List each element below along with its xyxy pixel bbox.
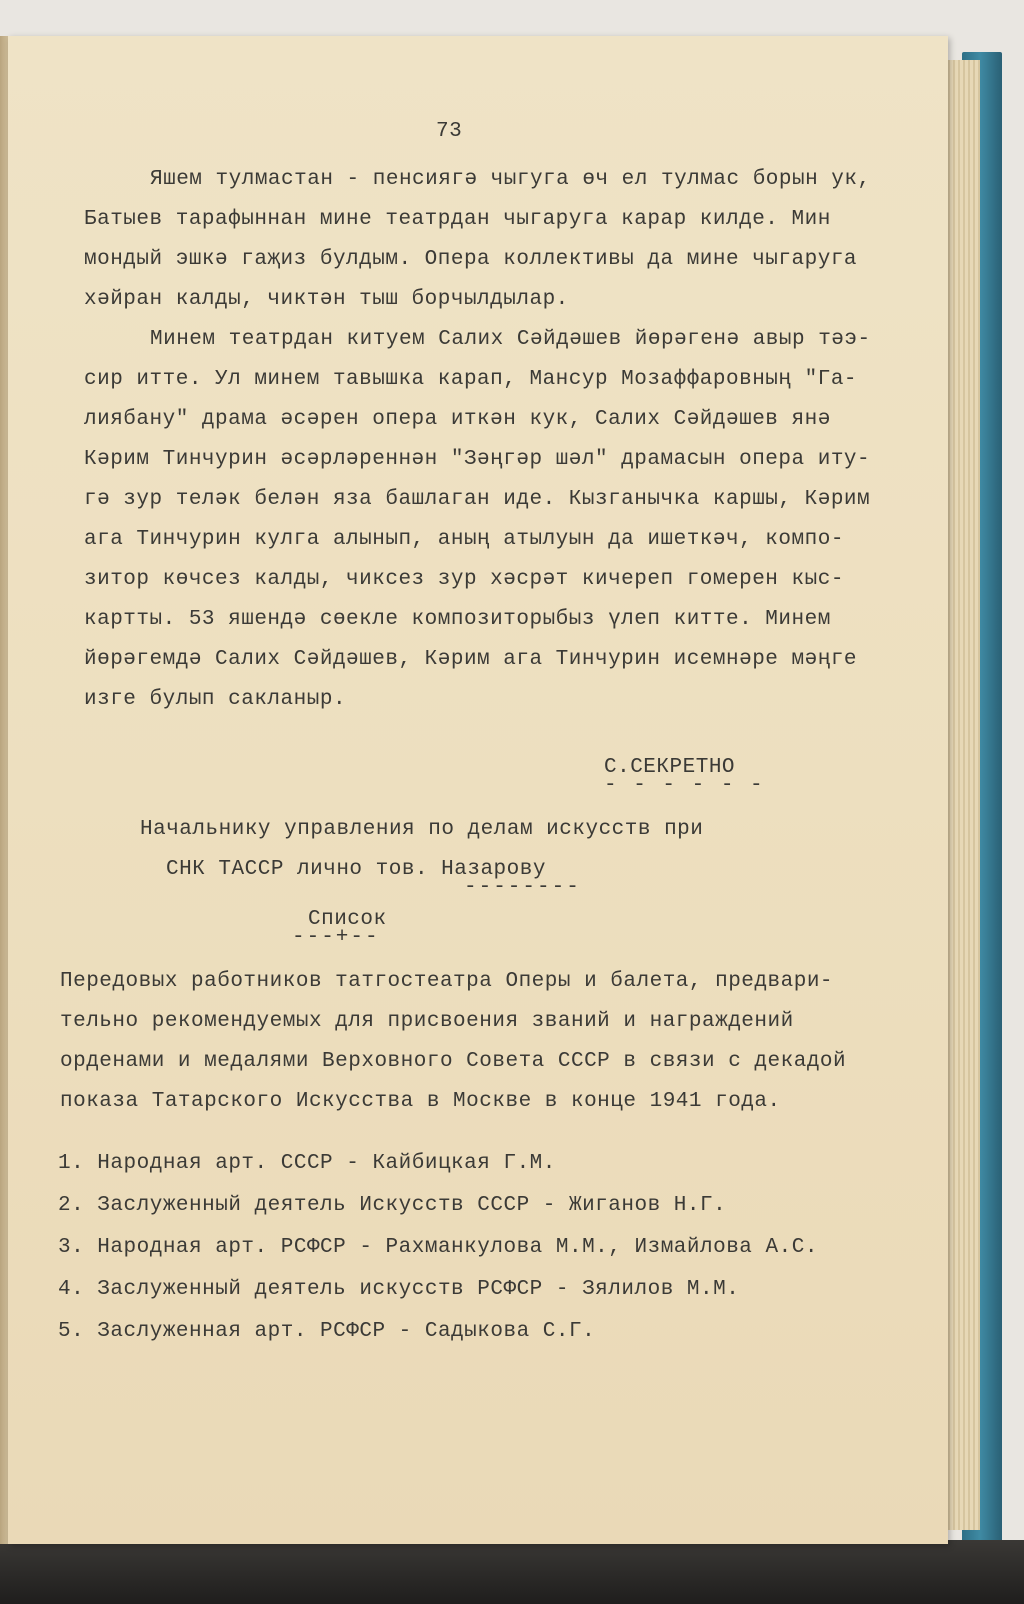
intro-line: тельно рекомендуемых для присвоения званий и награждений (60, 1010, 794, 1033)
addressee-line: Начальнику управления по делам искусств при (140, 818, 704, 841)
list-item: 4. Заслуженный деятель искусств РСФСР - Зялилов М.М. (58, 1278, 740, 1301)
text-line: изге булып сакланыр. (84, 688, 347, 711)
addressee-line: СНК ТАССР лично тов. Назарову (166, 858, 546, 881)
text-line: гә зур теләк белән яза башлаган иде. Кызганычка каршы, Кәрим (84, 488, 871, 511)
text-line: Кәрим Тинчурин әсәрләреннән "Зәңгәр шәл" драмасын опера иту- (84, 448, 871, 471)
intro-line: орденами и медалями Верховного Совета СССР в связи с декадой (60, 1050, 847, 1073)
text-line: йөрәгемдә Салих Сәйдәшев, Кәрим ага Тинчурин исемнәре мәңге (84, 648, 858, 671)
name-underline: -------- (464, 876, 581, 899)
intro-line: Передовых работников татгостеатра Оперы и балета, предвари- (60, 970, 834, 993)
list-item: 3. Народная арт. РСФСР - Рахманкулова М.М., Измайлова А.С. (58, 1236, 818, 1259)
list-item: 5. Заслуженная арт. РСФСР - Садыкова С.Г. (58, 1320, 596, 1343)
text-line: Минем театрдан китуем Салих Сәйдәшев йөрәгенә авыр тәэ- (150, 328, 871, 351)
text-line: сир итте. Ул минем тавышка карап, Мансур Мозаффаровның "Га- (84, 368, 858, 391)
text-line: лиябану" драма әсәрен опера иткән кук, Салих Сәйдәшев янә (84, 408, 831, 431)
text-line: зитор көчсез калды, чиксез зур хәсрәт кичереп гомерен кыс- (84, 568, 844, 591)
text-line: мондый эшкә гаҗиз булдым. Опера коллективы да мине чыгаруга (84, 248, 858, 271)
list-title: Список (308, 908, 387, 931)
title-underline: ---+-- (292, 926, 380, 949)
text-line: ага Тинчурин кулга алынып, аның атылуын да ишеткәч, компо- (84, 528, 844, 551)
intro-line: показа Татарского Искусства в Москве в конце 1941 года. (60, 1090, 781, 1113)
stamp-underline: - - - - - - (604, 774, 765, 797)
text-line: хәйран калды, чиктән тыш борчылдылар. (84, 288, 569, 311)
desk-shadow (0, 1540, 1024, 1604)
document-page (8, 36, 948, 1544)
list-item: 1. Народная арт. СССР - Кайбицкая Г.М. (58, 1152, 556, 1175)
text-line: Батыев тарафыннан мине театрдан чыгаруга карар килде. Мин (84, 208, 831, 231)
text-line: картты. 53 яшендә сөекле композиторыбыз үлеп китте. Минем (84, 608, 831, 631)
page-number: 73 (436, 120, 463, 143)
text-line: Яшем тулмастан - пенсиягә чыгуга өч ел тулмас борын ук, (150, 168, 871, 191)
list-item: 2. Заслуженный деятель Искусств СССР - Жиганов Н.Г. (58, 1194, 727, 1217)
secrecy-stamp: С.СЕКРЕТНО (604, 756, 736, 779)
